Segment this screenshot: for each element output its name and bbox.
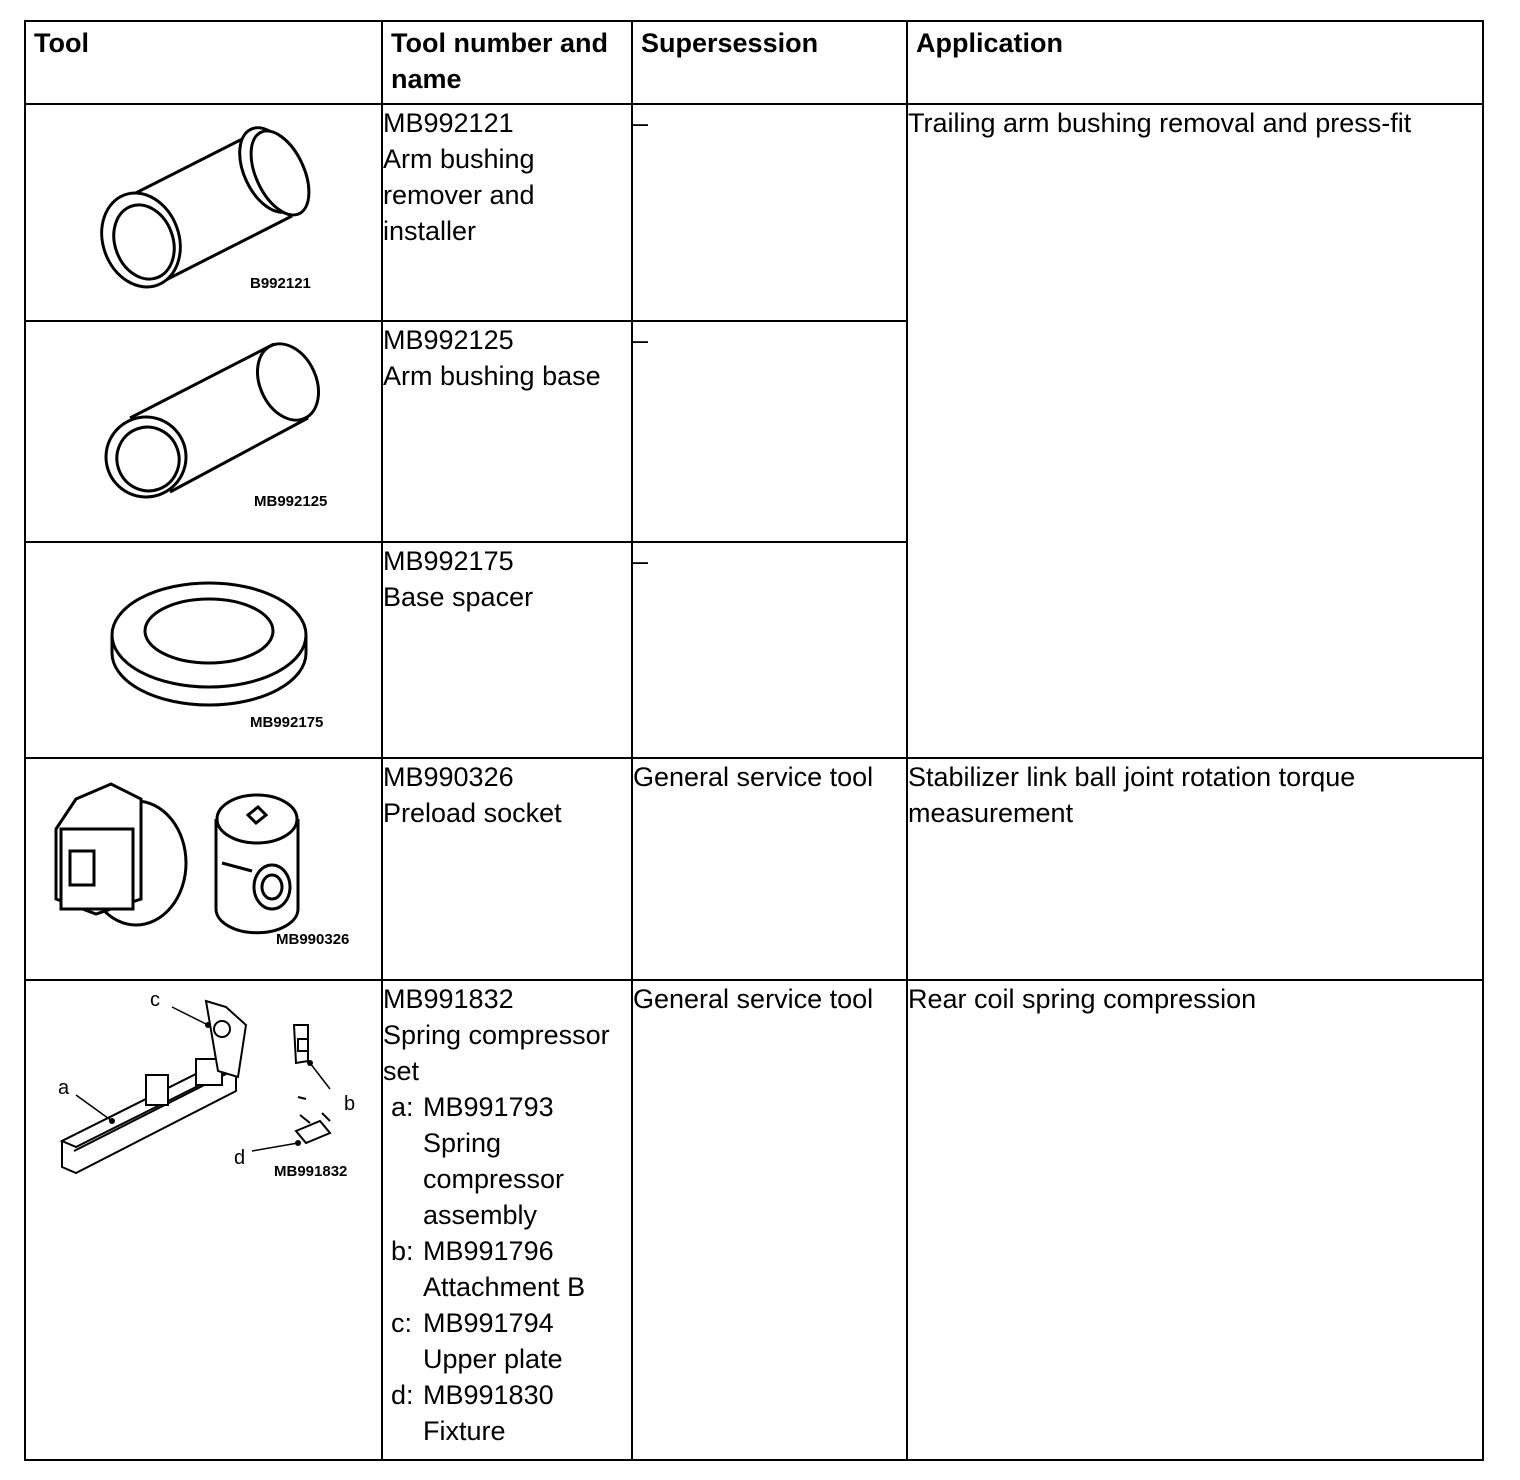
tool-figure-cell bbox=[25, 542, 382, 758]
header-tool-number-name: Tool number and name bbox=[382, 21, 632, 104]
list-item bbox=[383, 1305, 631, 1377]
component-number: MB991793 bbox=[423, 1092, 554, 1122]
supersession-cell: General service tool bbox=[632, 758, 907, 980]
component-number: MB991796 bbox=[423, 1236, 554, 1266]
figure-label: MB991832 bbox=[274, 1163, 348, 1180]
tool-figure-cell bbox=[25, 104, 382, 321]
tool-name: Spring compressor set bbox=[383, 1020, 610, 1086]
tool-number-name-cell bbox=[382, 980, 632, 1460]
tool-figure-cell bbox=[25, 758, 382, 980]
component-name: Attachment B bbox=[423, 1272, 586, 1302]
callout-b: b bbox=[344, 1093, 356, 1115]
figure-label: MB992175 bbox=[250, 714, 324, 731]
component-name: Spring compressor assembly bbox=[423, 1128, 565, 1230]
tool-number: MB991832 bbox=[383, 984, 514, 1014]
tool-number: MB992175 bbox=[383, 546, 514, 576]
figure-label: MB990326 bbox=[276, 931, 350, 948]
list-item bbox=[383, 1233, 631, 1305]
tool-number: MB992121 bbox=[383, 108, 514, 138]
component-name: Fixture bbox=[423, 1416, 506, 1446]
list-item bbox=[383, 1377, 631, 1449]
bushing-remover-illustration bbox=[26, 105, 381, 320]
tool-figure-cell bbox=[25, 980, 382, 1460]
component-number: MB991794 bbox=[423, 1308, 554, 1338]
figure-label: MB992125 bbox=[254, 493, 328, 510]
tool-number: MB992125 bbox=[383, 325, 514, 355]
component-key: a: bbox=[391, 1092, 414, 1122]
table-row bbox=[25, 758, 1483, 980]
component-key: d: bbox=[391, 1380, 414, 1410]
tool-name: Arm bushing base bbox=[383, 361, 601, 391]
header-row bbox=[25, 21, 1483, 104]
tool-number-name-cell bbox=[382, 321, 632, 542]
tool-number: MB990326 bbox=[383, 762, 514, 792]
header-tool: Tool bbox=[25, 21, 382, 104]
callout-a: a bbox=[58, 1077, 70, 1099]
header-application: Application bbox=[907, 21, 1483, 104]
callout-d: d bbox=[234, 1147, 246, 1169]
list-item bbox=[383, 1089, 631, 1233]
tool-name: Preload socket bbox=[383, 798, 562, 828]
application-cell: Rear coil spring compression bbox=[907, 980, 1483, 1460]
application-cell: Stabilizer link ball joint rotation torque measurement bbox=[907, 758, 1483, 980]
tool-number-name-cell bbox=[382, 104, 632, 321]
supersession-cell: General service tool bbox=[632, 980, 907, 1460]
component-name: Upper plate bbox=[423, 1344, 563, 1374]
component-list bbox=[383, 1089, 631, 1449]
base-spacer-illustration bbox=[26, 543, 381, 757]
callout-c: c bbox=[150, 989, 160, 1011]
supersession-cell: – bbox=[632, 104, 907, 321]
tool-number-name-cell bbox=[382, 542, 632, 758]
tool-number-name-cell bbox=[382, 758, 632, 980]
figure-label: B992121 bbox=[250, 275, 311, 292]
component-key: b: bbox=[391, 1236, 414, 1266]
application-cell: Trailing arm bushing removal and press-fit bbox=[907, 104, 1483, 758]
bushing-base-illustration bbox=[26, 322, 381, 541]
supersession-cell: – bbox=[632, 321, 907, 542]
component-number: MB991830 bbox=[423, 1380, 554, 1410]
table-row bbox=[25, 980, 1483, 1460]
component-key: c: bbox=[391, 1308, 413, 1338]
tool-name: Base spacer bbox=[383, 582, 534, 612]
tool-name: Arm bushing remover and installer bbox=[383, 144, 535, 246]
table-row bbox=[25, 104, 1483, 321]
supersession-cell: – bbox=[632, 542, 907, 758]
special-tools-table bbox=[24, 20, 1484, 1461]
tool-figure-cell bbox=[25, 321, 382, 542]
header-supersession: Supersession bbox=[632, 21, 907, 104]
